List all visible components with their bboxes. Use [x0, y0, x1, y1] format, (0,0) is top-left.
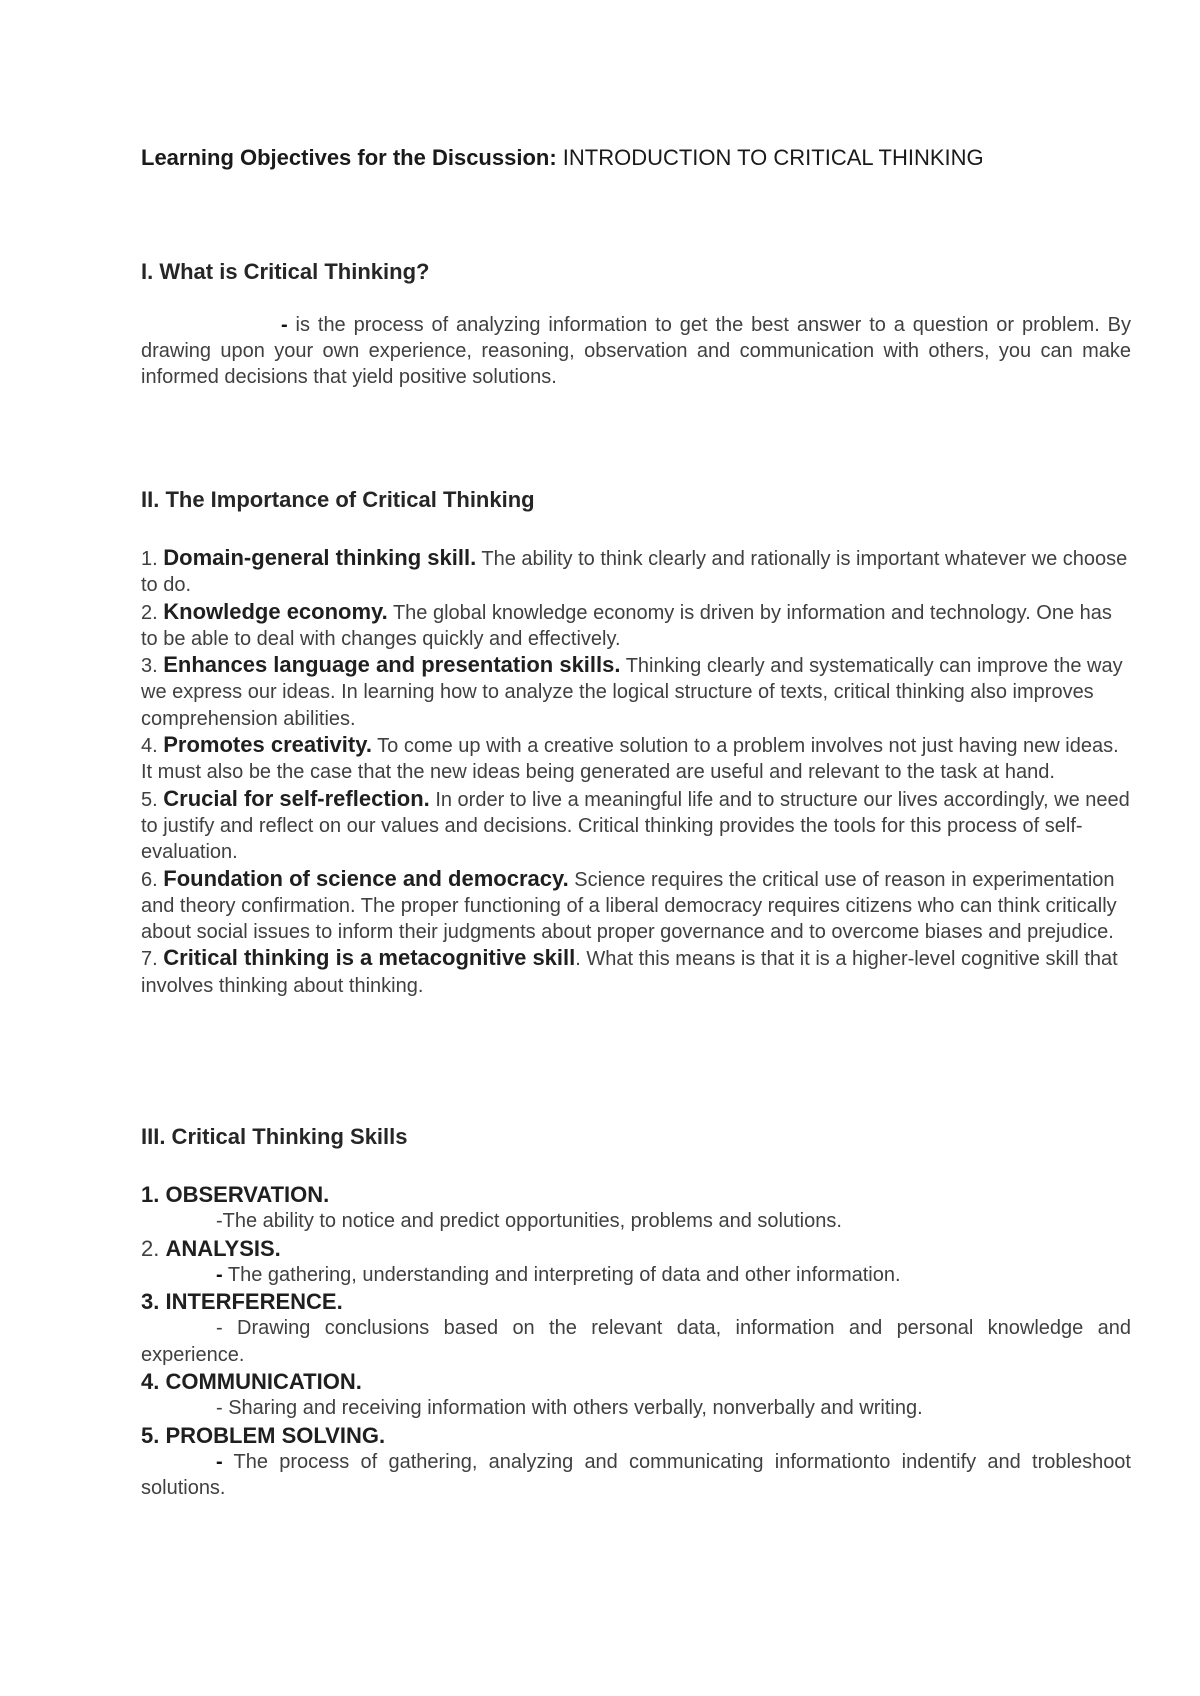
- skill-dash: -: [216, 1263, 223, 1286]
- item-term: Promotes creativity.: [163, 732, 372, 758]
- item-text: The ability to think clearly and rationally is important whatever we choose to do.: [141, 548, 1128, 597]
- skill-heading: [141, 1235, 1131, 1262]
- skill-description: [141, 1395, 1131, 1422]
- skill-heading: [141, 1368, 1131, 1395]
- item-number: 6.: [141, 868, 164, 891]
- item-text: Thinking clearly and systematically can improve the way we express our ideas. In learning how to analyze the logical structure of texts, critical thinking also improves comprehension abilities.: [141, 655, 1123, 730]
- item-number: 7.: [141, 948, 164, 971]
- skills-list: [141, 1181, 1131, 1502]
- skill-name: ANALYSIS.: [165, 1235, 281, 1261]
- importance-item: [141, 945, 1131, 999]
- skill-name: COMMUNICATION.: [165, 1369, 362, 1394]
- importance-item: [141, 786, 1131, 866]
- item-term: Knowledge economy.: [163, 598, 388, 624]
- item-text: To come up with a creative solution to a problem involves not just having new ideas. It must also be the case that the new ideas being generated are useful and relevant to the task at hand.: [141, 735, 1119, 784]
- skill-text: The process of gathering, analyzing and communicating informationto indentify and trobleshoot solutions.: [141, 1450, 1131, 1499]
- skill-description: [141, 1208, 1131, 1235]
- skill-description: [141, 1315, 1131, 1368]
- skill-item: [141, 1181, 1131, 1235]
- skill-name: PROBLEM SOLVING.: [165, 1422, 386, 1448]
- item-number: 5.: [141, 788, 164, 811]
- document-title: [141, 145, 984, 171]
- skill-item: [141, 1368, 1131, 1422]
- item-term: Crucial for self-reflection.: [163, 785, 430, 811]
- definition-text: is the process of analyzing information to get the best answer to a question or problem. By drawing upon your own experience, reasoning, observation and communication with others, you can make informed decisions that yield positive solutions.: [141, 314, 1131, 388]
- definition-paragraph: [141, 312, 1131, 390]
- importance-item: [141, 545, 1131, 599]
- item-term: Foundation of science and democracy.: [163, 865, 569, 891]
- skill-name: OBSERVATION.: [165, 1182, 330, 1207]
- skill-item: [141, 1422, 1131, 1502]
- importance-item: [141, 866, 1131, 946]
- item-text: The global knowledge economy is driven by information and technology. One has to be able to deal with changes quickly and effectively.: [141, 601, 1112, 650]
- skill-number: 1.: [141, 1182, 166, 1207]
- item-term: Enhances language and presentation skills.: [163, 652, 621, 678]
- importance-item: [141, 599, 1131, 653]
- skill-number: 5.: [141, 1422, 166, 1448]
- title-topic: INTRODUCTION TO CRITICAL THINKING: [562, 145, 984, 170]
- importance-item: [141, 732, 1131, 786]
- item-text: In order to live a meaningful life and to structure our lives accordingly, we need to justify and reflect on our values and decisions. Critical thinking provides the tools for this process of self-evaluation.: [141, 788, 1130, 864]
- importance-item: [141, 652, 1131, 732]
- skill-text: The gathering, understanding and interpreting of data and other information.: [222, 1263, 901, 1286]
- item-number: 3.: [141, 655, 164, 678]
- skill-item: [141, 1235, 1131, 1289]
- section-heading-what-is: I. What is Critical Thinking?: [141, 259, 430, 284]
- skill-text: - Sharing and receiving information with others verbally, nonverbally and writing.: [216, 1397, 923, 1419]
- definition-dash: -: [281, 314, 288, 336]
- skill-description: [141, 1449, 1131, 1502]
- skill-dash: -: [216, 1450, 223, 1473]
- skill-number: 2.: [141, 1235, 166, 1261]
- skill-item: [141, 1288, 1131, 1368]
- item-number: 4.: [141, 735, 164, 758]
- skill-description: [141, 1262, 1131, 1289]
- skill-number: 3.: [141, 1289, 166, 1314]
- item-number: 2.: [141, 601, 164, 624]
- skill-heading: [141, 1181, 1131, 1208]
- title-lead: Learning Objectives for the Discussion:: [141, 145, 563, 170]
- skill-text: - Drawing conclusions based on the relevant data, information and personal knowledge and experience.: [141, 1317, 1131, 1366]
- item-text: Science requires the critical use of reason in experimentation and theory confirmation. The proper functioning of a liberal democracy requires citizens who can think critically about social issues to inform their judgments about proper governance and to overcome biases and prejudice.: [141, 868, 1117, 944]
- item-text: . What this means is that it is a higher-level cognitive skill that involves thinking about thinking.: [141, 948, 1118, 997]
- skill-heading: [141, 1422, 1131, 1449]
- importance-list: [141, 545, 1131, 999]
- skill-name: INTERFERENCE.: [165, 1289, 343, 1314]
- item-term: Critical thinking is a metacognitive skill: [163, 945, 576, 971]
- section-heading-importance: II. The Importance of Critical Thinking: [141, 487, 535, 512]
- skill-number: 4.: [141, 1369, 166, 1394]
- skill-text: -The ability to notice and predict opportunities, problems and solutions.: [216, 1210, 842, 1232]
- item-number: 1.: [141, 548, 164, 570]
- skill-heading: [141, 1288, 1131, 1315]
- section-heading-skills: III. Critical Thinking Skills: [141, 1124, 408, 1149]
- item-term: Domain-general thinking skill.: [163, 545, 477, 570]
